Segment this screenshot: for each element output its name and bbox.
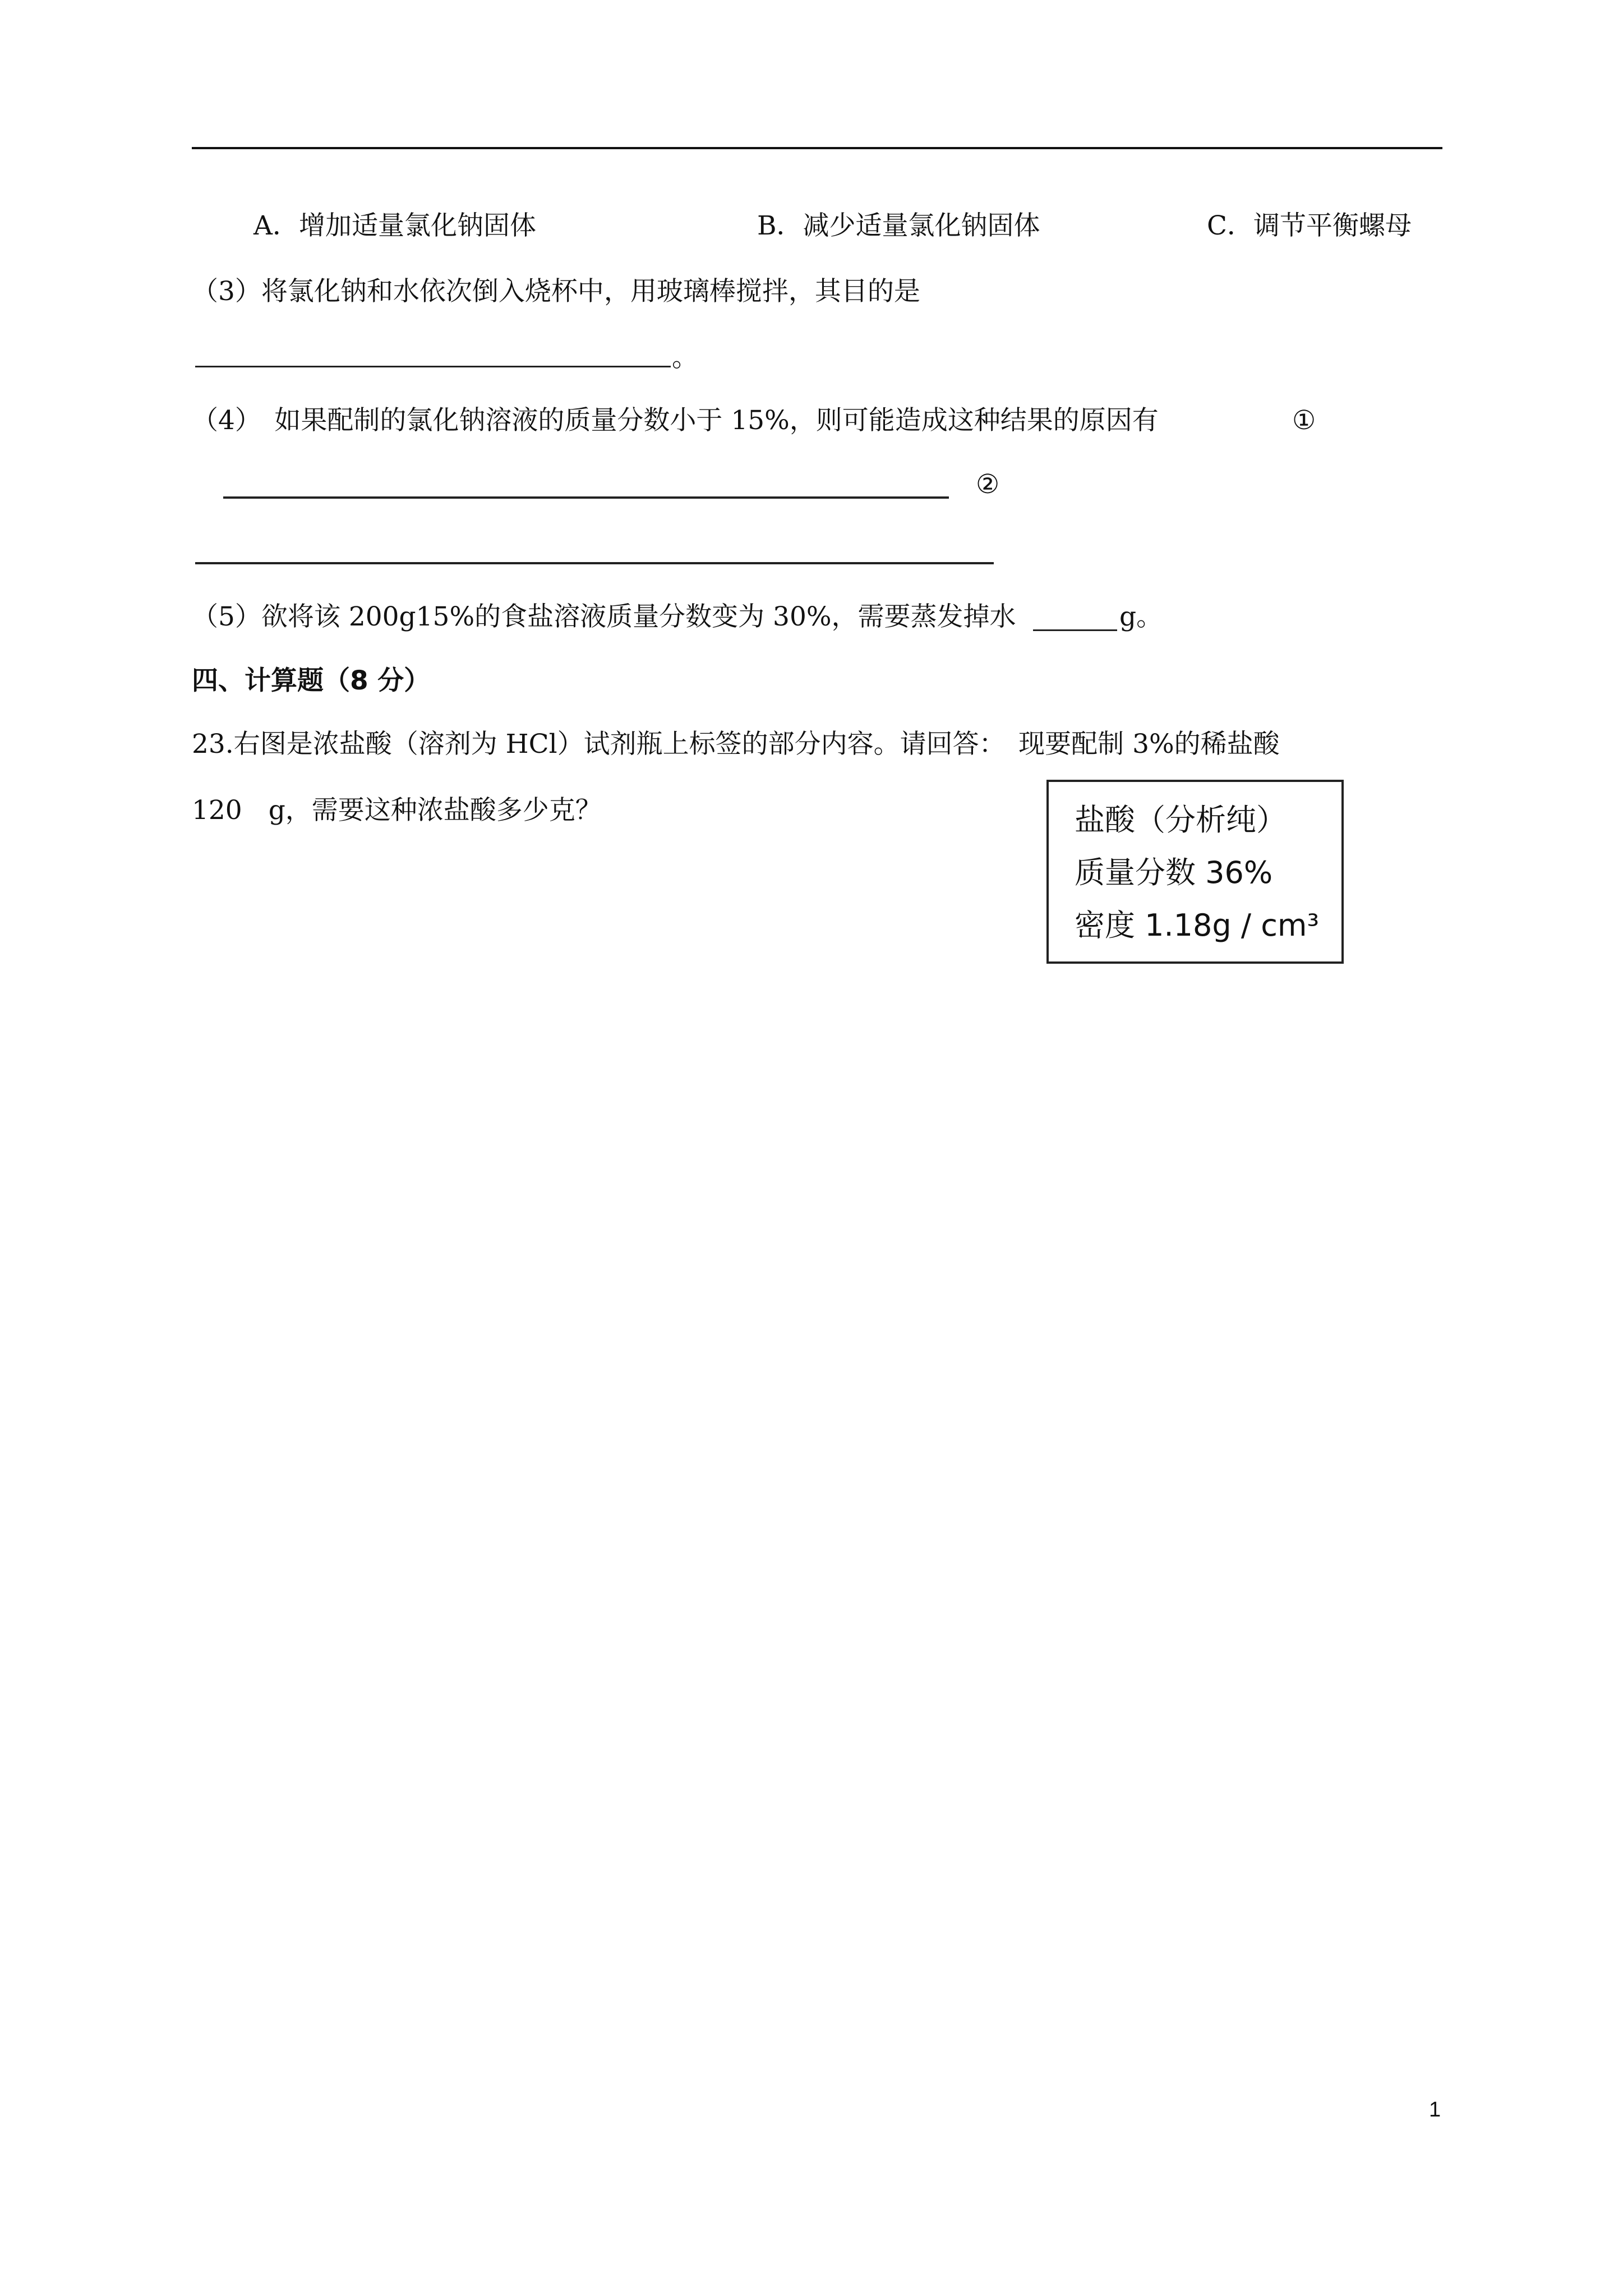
question-23-line-1: 23.右图是浓盐酸（溶剂为 HCl）试剂瓶上标签的部分内容。请回答： 现要配制 3%的稀盐酸 [192,729,1280,760]
reagent-label-box [1046,780,1344,964]
question-3-text: （3）将氯化钠和水依次倒入烧杯中，用玻璃棒搅拌，其目的是 [192,276,920,307]
header-rule [192,147,1442,149]
answer-blank-q4-1[interactable] [223,496,949,499]
option-b: B．减少适量氯化钠固体 [757,210,1040,241]
section-4-heading: 四、计算题（8 分） [192,665,431,696]
option-a: A．增加适量氯化钠固体 [253,210,536,241]
page-number: 1 [1429,2098,1441,2122]
reagent-density: 密度 1.18g / cm³ [1075,908,1320,943]
answer-blank-q3[interactable] [195,366,671,367]
question-4-text: （4） 如果配制的氯化钠溶液的质量分数小于 15%，则可能造成这种结果的原因有 [192,405,1159,436]
answer-blank-q4-2[interactable] [195,562,994,564]
question-5-unit: g。 [1119,601,1163,632]
reagent-name: 盐酸（分析纯） [1075,802,1287,838]
answer-blank-q5[interactable] [1033,629,1117,631]
question-23-line-2: 120 g，需要这种浓盐酸多少克？ [192,795,602,826]
option-c: C．调节平衡螺母 [1207,210,1412,241]
question-3-end: 。 [672,342,698,373]
answer-marker-2: ② [976,469,1000,500]
question-5-text: （5）欲将该 200g15%的食盐溶液质量分数变为 30%，需要蒸发掉水 [192,601,1016,632]
answer-marker-1: ① [1292,405,1316,436]
reagent-mass-fraction: 质量分数 36% [1075,855,1273,890]
